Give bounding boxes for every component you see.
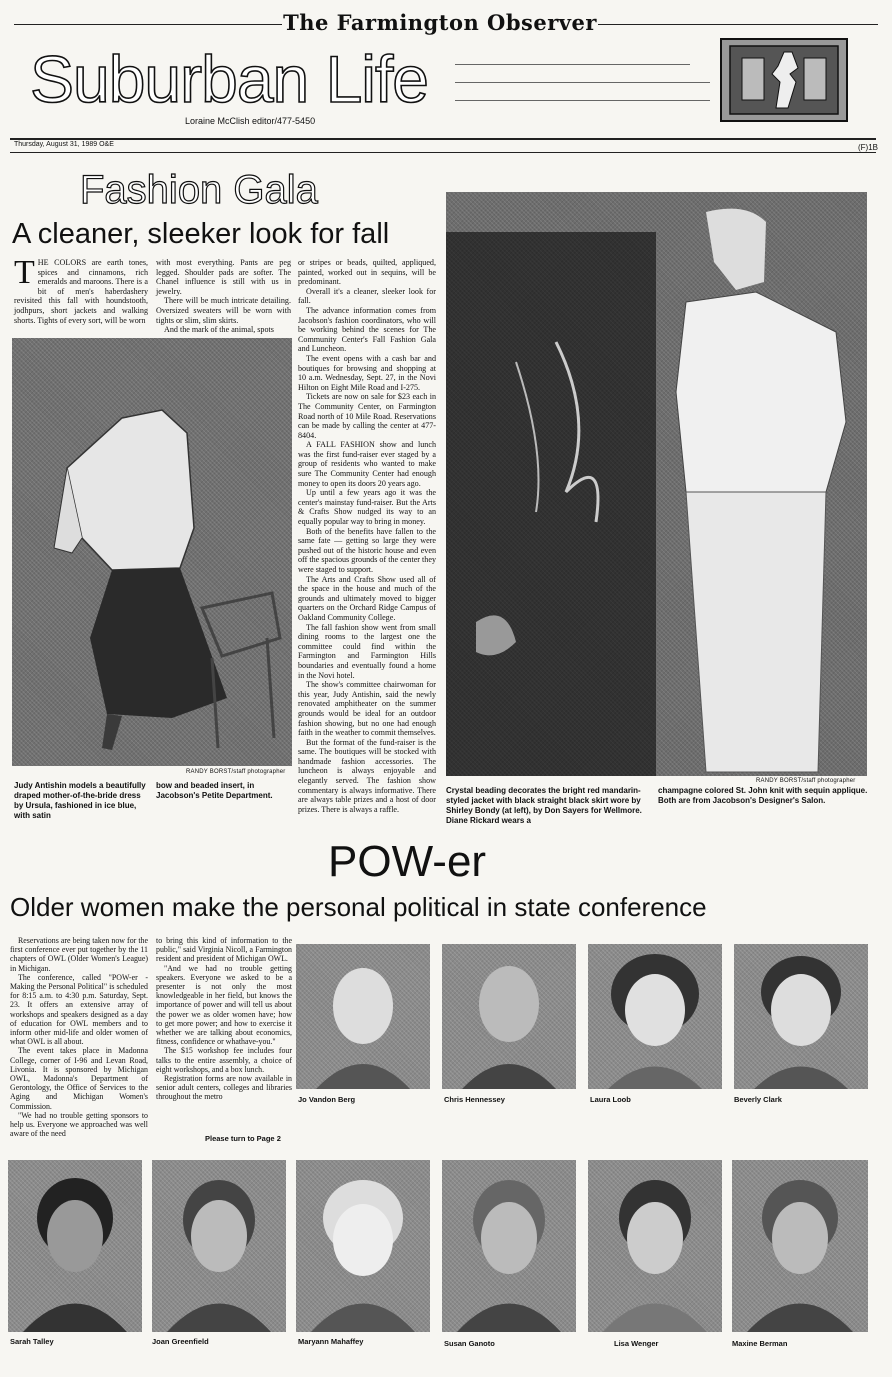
fashion-col3-p9: The fall fashion show went from small dining rooms to the largest one the committee could find within the Farmington and Farmington Hills boundaries and eventually found a home in the Novi hotel. xyxy=(298,622,436,680)
portrait-face-graphic xyxy=(442,944,576,1089)
section-logo xyxy=(720,38,848,122)
power-col1-p2: The event takes place in Madonna College, corner of I-96 and Levan Road, Livonia. It is sponsored by Michigan OWL, Madonna's Department of Gerontology, the Office of Services to the Aging and Michigan Women's Commission. xyxy=(10,1046,148,1111)
fashion-photo-left xyxy=(12,338,292,766)
portrait-name-5: Sarah Talley xyxy=(10,1337,54,1346)
portrait-face-graphic xyxy=(296,944,430,1089)
portrait-maxine-berman xyxy=(732,1160,868,1332)
fashion-col1-text: HE COLORS are earth tones, spices and cinnamons, rich emeralds and maroons. There is a bit of men's haberdashery revisited this fall with houndstooth, jodhpurs, short jackets and walking shorts. Tights of every sort, will be worn xyxy=(14,258,148,325)
portrait-susan-ganoto xyxy=(442,1160,576,1332)
portrait-joan-greenfield xyxy=(152,1160,286,1332)
fashion-col3-p1: Overall it's a cleaner, sleeker look for fall. xyxy=(298,286,436,306)
portrait-name-4: Beverly Clark xyxy=(734,1095,782,1104)
portrait-chris-hennessey xyxy=(442,944,576,1089)
portrait-laura-loob xyxy=(588,944,722,1089)
masthead-blank-line-3 xyxy=(455,100,710,101)
photo1-caption-b: bow and beaded insert, in Jacobson's Petite Department. xyxy=(156,781,273,800)
fashion-col3-p7: Both of the benefits have fallen to the same fate — getting so large they were pushed out of the historic house and even off the spacious grounds of the center they were staged to support. xyxy=(298,526,436,574)
page-number: (F)1B xyxy=(858,143,878,152)
portrait-lisa-wenger xyxy=(588,1160,722,1332)
fashion-col2-p2: There will be much intricate detailing. Oversized sweaters will be worn with tights or slim, slim skirts. xyxy=(156,296,291,325)
masthead-rule-right xyxy=(598,24,878,25)
photo1-caption-a: Judy Antishin models a beautifully draped mother-of-the-bride dress by Ursula, fashioned in ice blue, with satin xyxy=(14,781,146,820)
masthead-rule-left xyxy=(14,24,282,25)
drop-cap: T xyxy=(14,254,35,291)
fashion-column-2 xyxy=(156,258,291,335)
dateline-rule-top xyxy=(10,138,876,140)
dateline: Thursday, August 31, 1989 O&E xyxy=(14,141,114,148)
portrait-maryann-mahaffey xyxy=(296,1160,430,1332)
power-col2-p3: Registration forms are now available in senior adult centers, colleges and libraries throughout the metro xyxy=(156,1074,292,1102)
two-models-graphic xyxy=(446,192,867,776)
fashion-headline: A cleaner, sleeker look for fall xyxy=(12,218,390,250)
masthead-blank-line-1 xyxy=(455,64,690,65)
fashion-col3-p0: or stripes or beads, quilted, appliqued, painted, worked out in sequins, will be predominant. xyxy=(298,258,436,287)
portrait-face-graphic xyxy=(734,944,868,1089)
portrait-jo-vandon-berg xyxy=(296,944,430,1089)
power-col2-p2: The $15 workshop fee includes four talks to the entire assembly, a choice of eight workshops, and a box lunch. xyxy=(156,1046,292,1074)
masthead-blank-line-2 xyxy=(455,82,710,83)
fashion-column-3 xyxy=(298,258,436,814)
continued-line: Please turn to Page 2 xyxy=(205,1134,281,1143)
photo2-caption-b: champagne colored St. John knit with sequin applique. Both are from Jacobson's Designer's Salon. xyxy=(658,786,868,805)
fashion-column-1 xyxy=(14,254,148,325)
fashion-col3-p4: Tickets are now on sale for $23 each in The Community Center, on Farmington Road north of 10 Mile Road. Reservations can be made by calling the center at 477-8404. xyxy=(298,392,436,440)
section-title: Suburban Life xyxy=(30,42,428,116)
portrait-name-7: Maryann Mahaffey xyxy=(298,1337,364,1346)
power-kicker: POW-er xyxy=(328,837,487,886)
power-col1-p1: The conference, called "POW-er - Making the Personal Political" is scheduled for 8:15 a.m. to 4:30 p.m. Saturday, Sept. 23. It offers an extensive array of workshops and speakers designed as a day of education for OWL members and to inform other mid-life and older women of what OWL is all about. xyxy=(10,972,148,1047)
fashion-col3-p5: A FALL FASHION show and lunch was the first fund-raiser ever staged by a group of residents who wanted to make sure The Community Center had enough money to open its doors 20 years ago. xyxy=(298,440,436,488)
model-figure-graphic xyxy=(12,338,292,766)
portrait-name-9: Lisa Wenger xyxy=(614,1339,659,1348)
portrait-face-graphic xyxy=(588,944,722,1089)
power-col2-p1: "And we had no trouble getting speakers. Everyone we asked to be a presenter is not only the most knowledgeable in her field, but knows the importance of power and will tell us about the power we as older women have; how to get more power; and how to exercise it whether we are talking about economics, fitness, confidence or whathave-you." xyxy=(156,963,292,1047)
portrait-name-3: Laura Loob xyxy=(590,1095,631,1104)
portrait-name-2: Chris Hennessey xyxy=(444,1095,505,1104)
fashion-col2-p3: And the mark of the animal, spots xyxy=(164,325,274,335)
photo2-credit: RANDY BORST/staff photographer xyxy=(756,778,856,784)
section-logo-icon xyxy=(720,38,848,122)
portrait-name-8: Susan Ganoto xyxy=(444,1339,495,1348)
power-col1-p3: "We had no trouble getting sponsors to help us. Everyone we approached was well aware of the need xyxy=(10,1110,148,1139)
dateline-rule-bottom xyxy=(10,152,876,153)
power-headline: Older women make the personal political in state conference xyxy=(10,892,707,922)
editor-line: Loraine McClish editor/477-5450 xyxy=(185,116,316,126)
fashion-col3-p3: The event opens with a cash bar and boutiques for browsing and shopping at 10 a.m. Wednesday, Sept. 27, in the Novi Hilton on Eight Mile Road and I-275. xyxy=(298,353,436,392)
portrait-name-6: Joan Greenfield xyxy=(152,1337,209,1346)
power-col1-p0: Reservations are being taken now for the first conference ever put together by the 11 chapters of OWL (Older Women's League) in Michigan. xyxy=(10,936,148,973)
portrait-beverly-clark xyxy=(734,944,868,1089)
fashion-col3-p6: Up until a few years ago it was the center's mainstay fund-raiser. But the Arts & Crafts Show nudged its way to an equally popular way to bring in money. xyxy=(298,488,436,527)
photo1-credit: RANDY BORST/staff photographer xyxy=(186,769,286,775)
portrait-face-graphic xyxy=(8,1160,142,1332)
newspaper-name: The Farmington Observer xyxy=(283,10,597,35)
portrait-face-graphic xyxy=(442,1160,576,1332)
power-column-1 xyxy=(10,936,148,1138)
portrait-face-graphic xyxy=(296,1160,430,1332)
fashion-photo-right xyxy=(446,192,867,776)
portrait-name-10: Maxine Berman xyxy=(732,1339,788,1348)
fashion-col3-p2: The advance information comes from Jacobson's fashion coordinators, who will be working behind the scenes for The Community Center's Fall Fashion Gala and Luncheon. xyxy=(298,305,436,354)
fashion-col3-p11: But the format of the fund-raiser is the same. The boutiques will be stocked with handmade fashion accessories. The luncheon is always enjoyable and elegantly served. The fashion show commentary is always informative. There are always table prizes and a host of door prizes. There is always a raffle. xyxy=(298,737,436,814)
portrait-face-graphic xyxy=(732,1160,868,1332)
fashion-col3-p8: The Arts and Crafts Show used all of the space in the house and much of the grounds and ultimately moved to bigger quarters on the Orchard Ridge Campus of Oakland Community College. xyxy=(298,574,436,622)
fashion-col3-p10: The show's committee chairwoman for this year, Judy Antishin, said the newly renovated amphitheater on the summer grounds would be ideal for an outdoor fashion showing, but no one had enough faith in the weather to commit themselves. xyxy=(298,680,436,738)
portrait-sarah-talley xyxy=(8,1160,142,1332)
photo2-caption-a: Crystal beading decorates the bright red mandarin-styled jacket with black straight black skirt wore by Shirley Bondy (at left), by Don Sayers for Wellmore. Diane Rickard wears a xyxy=(446,786,642,825)
portrait-name-1: Jo Vandon Berg xyxy=(298,1095,356,1104)
power-column-2 xyxy=(156,936,292,1102)
portrait-face-graphic xyxy=(152,1160,286,1332)
portrait-face-graphic xyxy=(588,1160,722,1332)
power-col2-p0: to bring this kind of information to the public," said Virginia Nicoll, a Farmington resident and president of Michigan OWL. xyxy=(156,936,292,964)
fashion-col2-p1: with most everything. Pants are peg legged. Shoulder pads are softer. The Chanel influence is still with us in jewelry. xyxy=(156,258,291,296)
fashion-kicker: Fashion Gala xyxy=(80,168,318,212)
